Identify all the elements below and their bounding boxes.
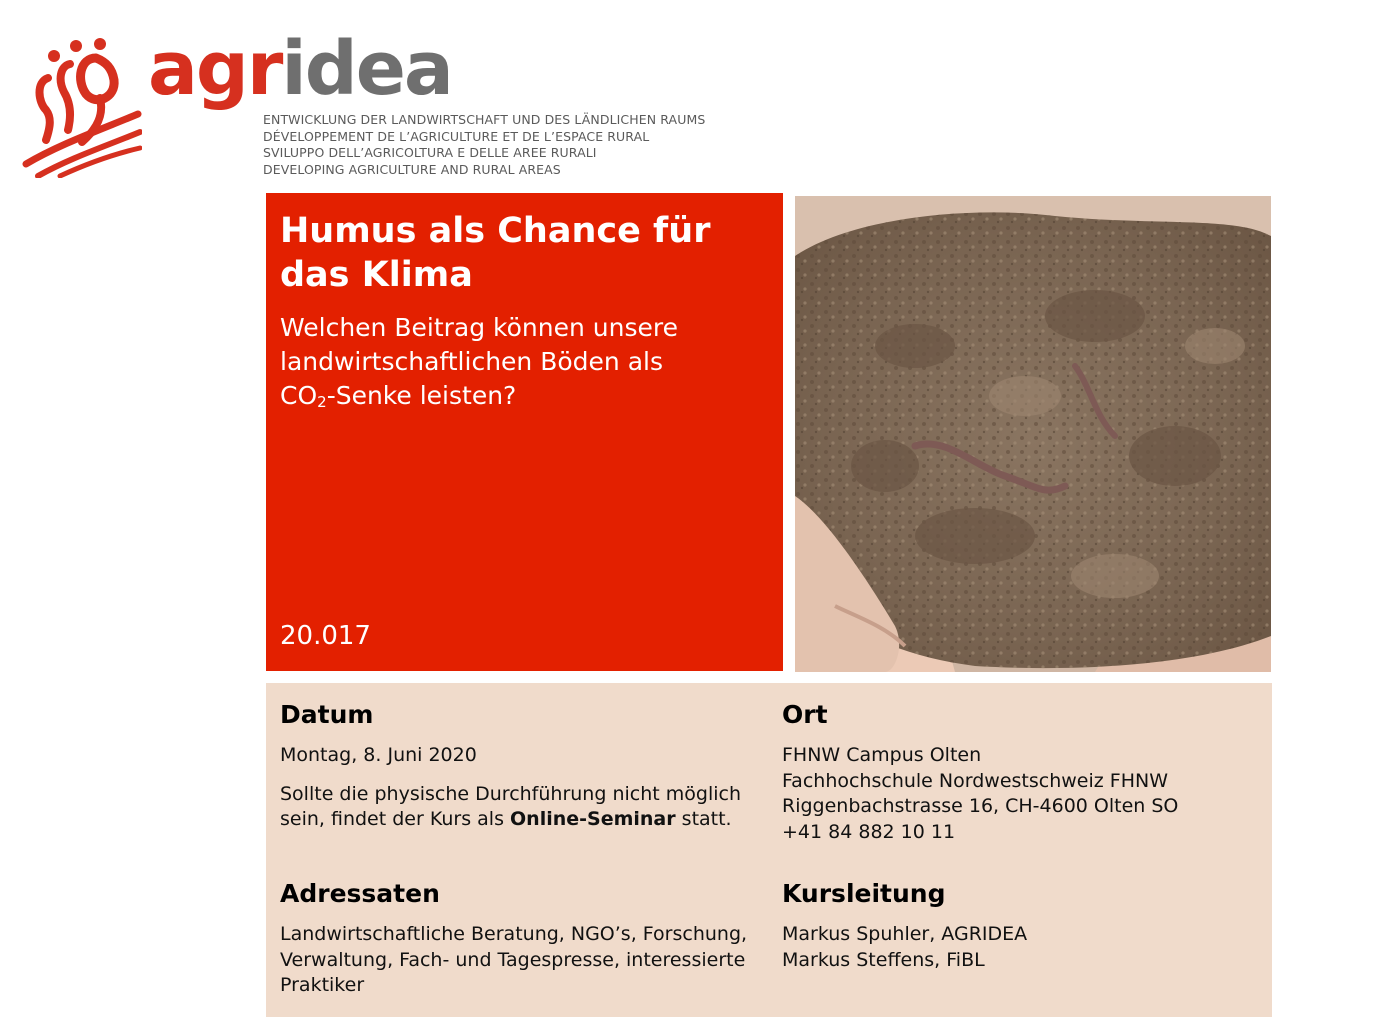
course-subtitle: [280, 311, 769, 419]
ort-line: Fachhochschule Nordwestschweiz FHNW: [782, 769, 1168, 792]
ort-address: [782, 743, 1262, 845]
ort-line: Riggenbachstrasse 16, CH-4600 Olten SO: [782, 795, 1179, 817]
datum-note-line-2: sein, findet der Kurs als: [280, 808, 511, 830]
adressaten-text: [280, 922, 770, 999]
ort-section: [782, 699, 1262, 845]
datum-heading: Datum: [280, 700, 374, 729]
datum-section: [280, 699, 760, 833]
subtitle-subscript: 2: [317, 393, 327, 411]
datum-note-line-1: Sollte die physische Durchführung nicht möglich: [280, 782, 741, 805]
wordmark-idea: idea: [281, 26, 452, 112]
ort-line: FHNW Campus Olten: [782, 744, 982, 766]
kursleitung-section: [782, 878, 1262, 973]
datum-note-post: statt.: [675, 808, 732, 830]
soil-photo: [795, 196, 1271, 672]
subtitle-line-2: landwirtschaftlichen Böden als: [280, 347, 663, 376]
adressaten-line: Verwaltung, Fach- und Tagespresse, interessierte: [280, 948, 746, 971]
course-info-panel: [266, 683, 1272, 1017]
adressaten-line: Praktiker: [280, 974, 365, 996]
tagline-de: ENTWICKLUNG DER LANDWIRTSCHAFT UND DES LÄNDLICHEN RAUMS: [263, 112, 706, 127]
kursleitung-heading: Kursleitung: [782, 879, 946, 908]
title-line-2: das Klima: [280, 255, 473, 295]
subtitle-rest: -Senke leisten?: [326, 381, 517, 410]
kursleitung-line: Markus Spuhler, AGRIDEA: [782, 923, 1028, 945]
datum-note-bold: Online-Seminar: [510, 808, 676, 830]
tagline-it: SVILUPPO DELL’AGRICOLTURA E DELLE AREE RURALI: [263, 145, 597, 160]
course-title: [280, 209, 769, 297]
datum-date: Montag, 8. Juni 2020: [280, 744, 477, 766]
agridea-wordmark: [148, 24, 452, 114]
course-title-panel: [266, 193, 783, 671]
wordmark-agr: agr: [148, 26, 282, 112]
subtitle-co: CO: [280, 381, 318, 410]
tagline-en: DEVELOPING AGRICULTURE AND RURAL AREAS: [263, 161, 561, 177]
subtitle-line-1: Welchen Beitrag können unsere: [280, 313, 678, 342]
datum-note: [280, 782, 760, 833]
adressaten-line: Landwirtschaftliche Beratung, NGO’s, Forschung,: [280, 923, 748, 945]
agridea-logo-icon: [20, 36, 142, 178]
ort-heading: Ort: [782, 700, 828, 729]
ort-phone: +41 84 882 10 11: [782, 820, 956, 843]
tagline-fr: DÉVELOPPEMENT DE L’AGRICULTURE ET DE L’ESPACE RURAL: [263, 128, 650, 144]
course-code: 20.017: [280, 621, 371, 651]
title-line-1: Humus als Chance für: [280, 211, 711, 251]
kursleitung-line: Markus Steffens, FiBL: [782, 948, 985, 971]
brand-taglines: [263, 112, 705, 178]
adressaten-heading: Adressaten: [280, 879, 440, 908]
kursleitung-text: [782, 922, 1262, 973]
adressaten-section: [280, 878, 770, 999]
